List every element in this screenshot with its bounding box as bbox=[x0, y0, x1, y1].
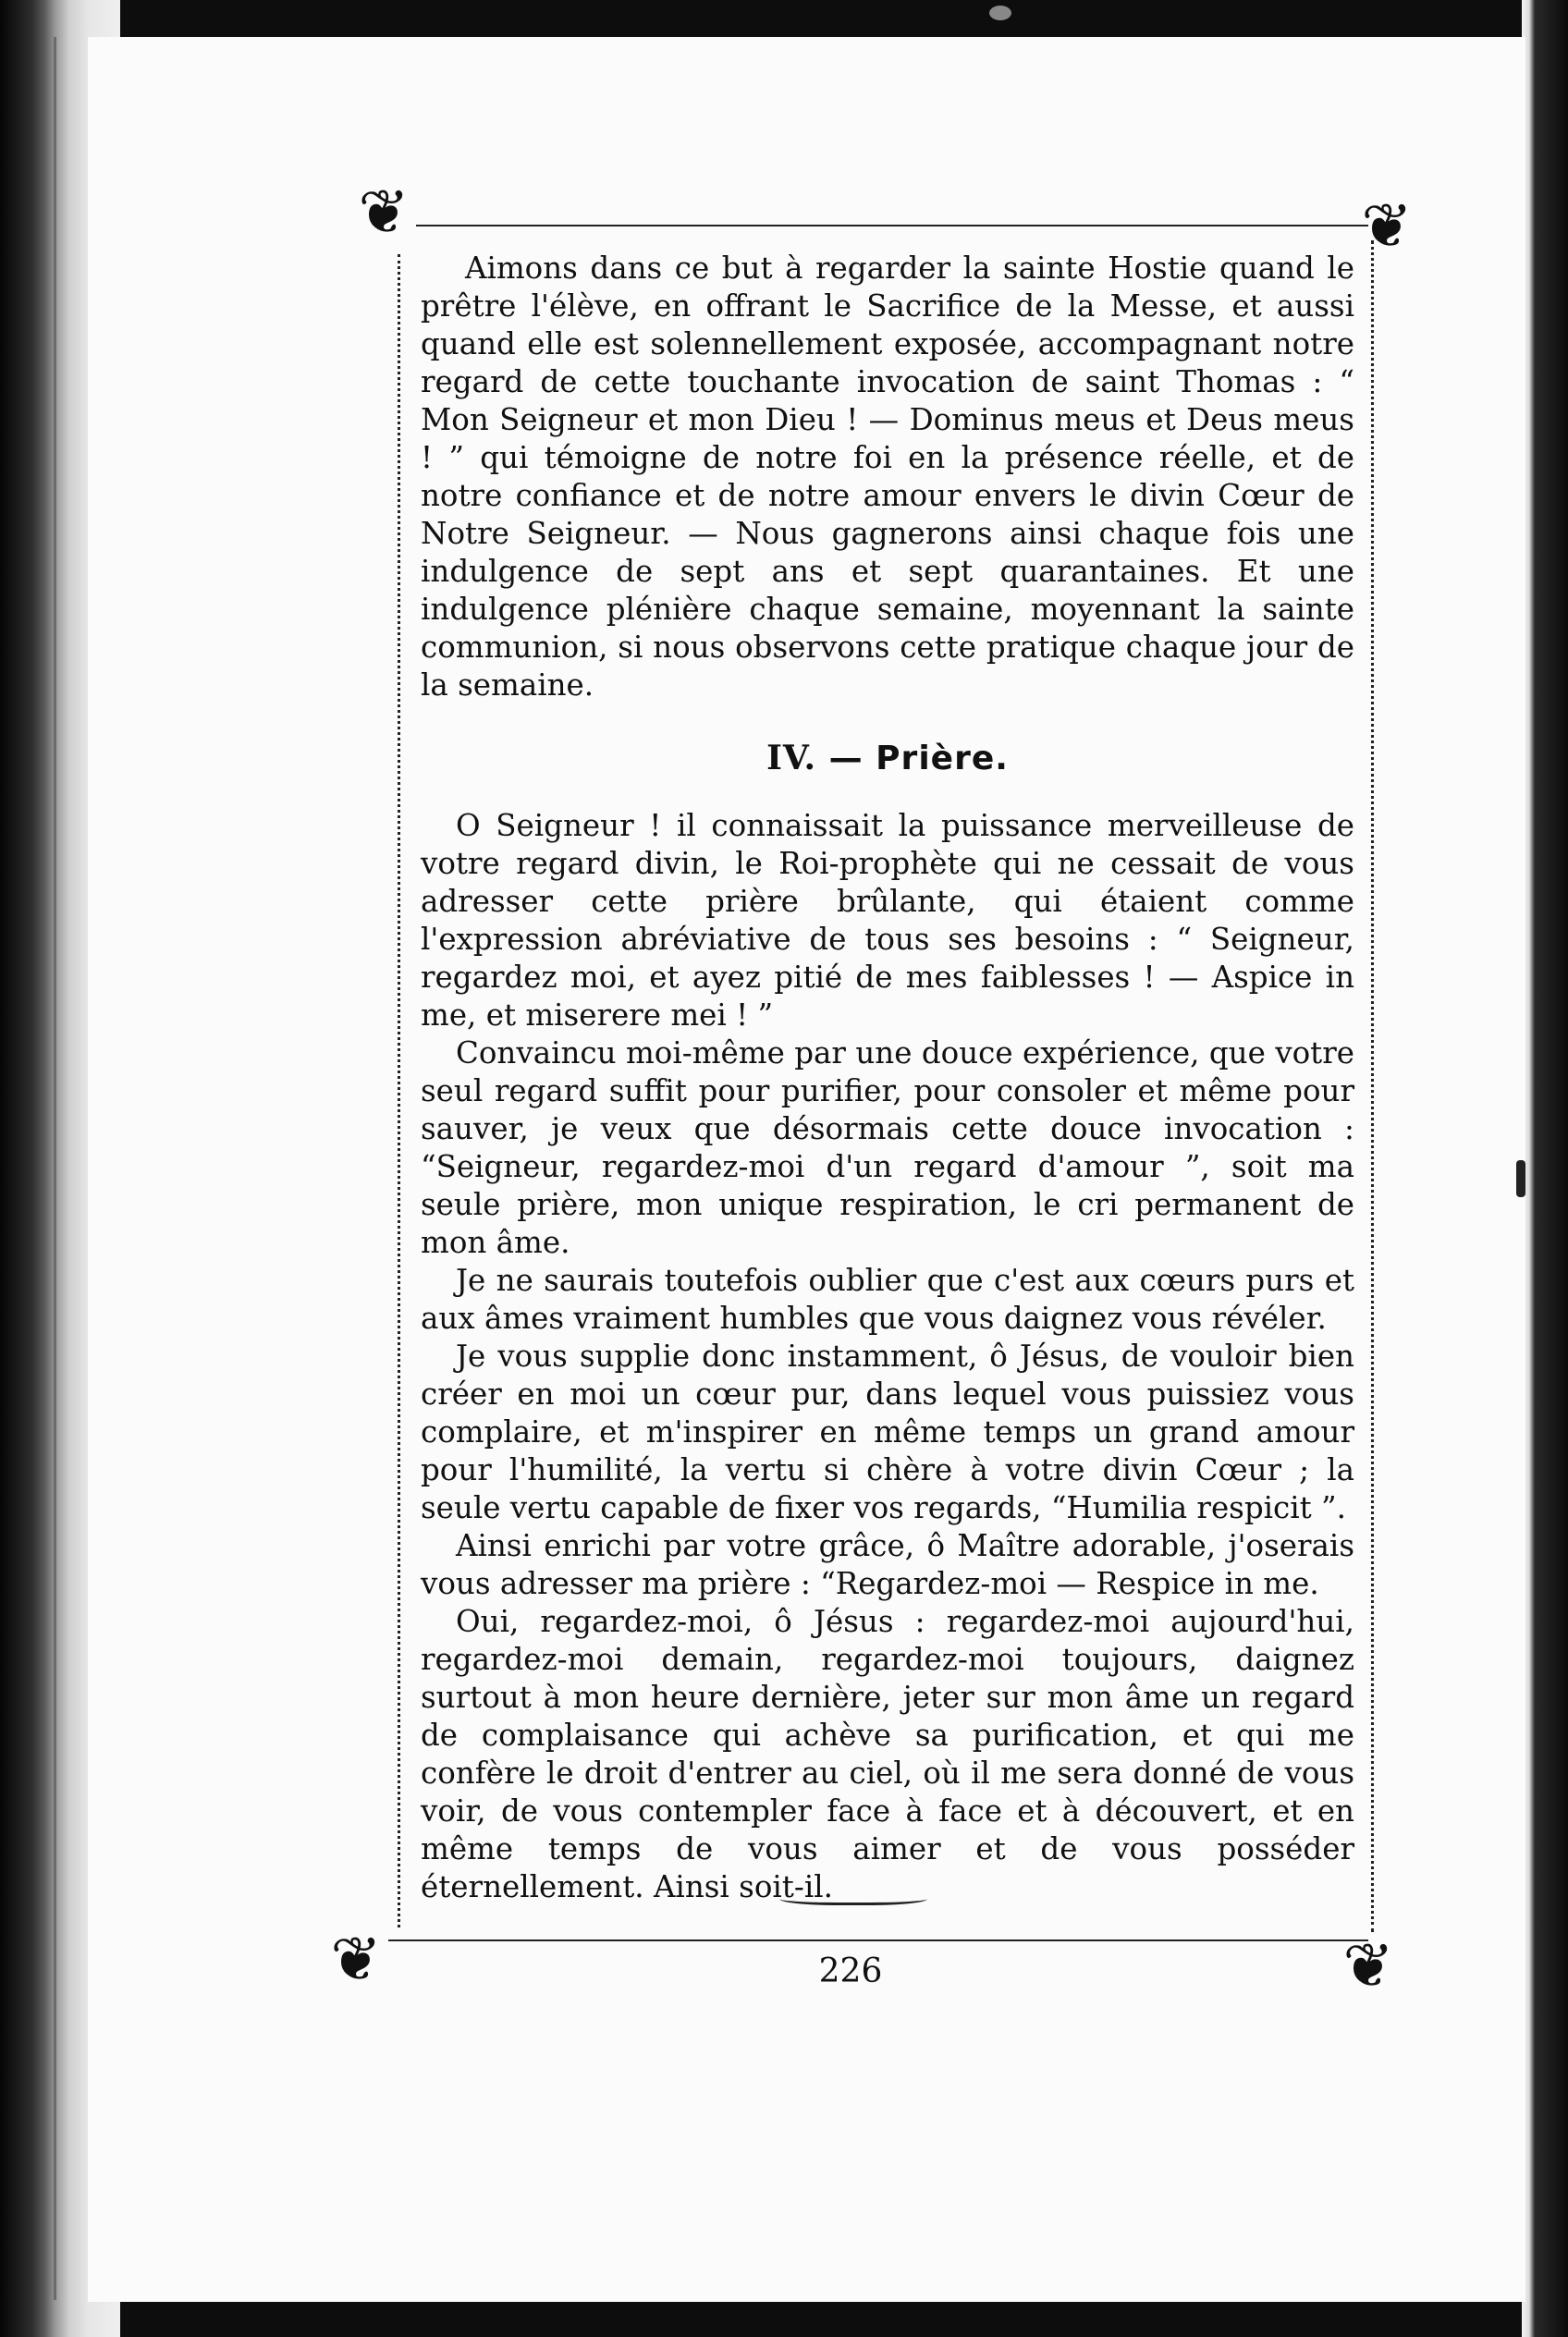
paragraph-intro: Aimons dans ce but à regarder la sainte Hostie quand le prêtre l'élève, en offrant le Sacrifice de la Messe, et aussi quand elle est solennellement exposée, accompagnant notre regard de cette touchante invocation de saint Thomas : “ Mon Seigneur et mon Dieu ! — Dominus meus et Deus meus ! ” qui témoigne de notre foi en la présence réelle, et de notre confiance et de notre amour envers le divin Cœur de Notre Seigneur. — Nous gagnerons ainsi chaque fois une indulgence de sept ans et sept quarantaines. Et une indulgence plénière chaque semaine, moyennant la sainte communion, si nous observons cette pratique chaque jour de la semaine. bbox=[421, 251, 1354, 703]
prayer-paragraph-2: Convaincu moi-même par une douce expérience, que votre seul regard suffit pour purifier, pour consoler et même pour sauver, je veux que désormais cette douce invocation : “Seigneur, regardez-moi d'un regard d'amour ”, soit ma seule prière, mon unique respiration, le cri permanent de mon âme. bbox=[421, 1035, 1354, 1260]
frame-left-border bbox=[398, 254, 408, 1927]
prayer-paragraph-1: O Seigneur ! il connaissait la puissance merveilleuse de votre regard divin, le Roi-prophète qui ne cessait de vous adresser cette prière brûlante, qui étaient comme l'expression abréviative de tous ses besoins : “ Seigneur, regardez moi, et ayez pitié de mes faiblesses ! — Aspice in me, et miserere mei ! ” bbox=[421, 808, 1354, 1033]
frame-right-border bbox=[1371, 240, 1381, 1932]
prayer-paragraph-3: Je ne saurais toutefois oublier que c'est aux cœurs purs et aux âmes vraiment humbles que vous daignez vous révéler. bbox=[421, 1263, 1354, 1336]
scan-mark bbox=[989, 6, 1011, 20]
section-number: IV. bbox=[766, 739, 817, 777]
binding-mark bbox=[1516, 1160, 1525, 1197]
end-divider bbox=[779, 1890, 927, 1905]
page-text bbox=[421, 250, 1354, 1906]
page-number: 226 bbox=[818, 1952, 883, 1990]
fleuron-icon-bottom-left: ❦ bbox=[330, 1924, 382, 1995]
fleuron-icon-top-left: ❦ bbox=[358, 177, 410, 248]
prayer-paragraph-6: Oui, regardez-moi, ô Jésus : regardez-moi aujourd'hui, regardez-moi demain, regardez-moi toujours, daignez surtout à mon heure dernière, jeter sur mon âme un regard de complaisance qui achève sa purification, et qui me confère le droit d'entrer au ciel, où il me sera donné de vous voir, de vous contempler face à face et à découvert, et en même temps de vous aimer et de vous posséder éternellement. Ainsi soit-il. bbox=[421, 1604, 1354, 1904]
prayer-paragraph-5: Ainsi enrichi par votre grâce, ô Maître adorable, j'oserais vous adresser ma prière : “Regardez-moi — Respice in me. bbox=[421, 1528, 1354, 1601]
fleuron-icon-top-right: ❦ bbox=[1361, 190, 1413, 262]
book-page-edges-right bbox=[1522, 0, 1568, 2337]
frame-top-border bbox=[416, 225, 1368, 239]
prayer-paragraph-4: Je vous supplie donc instamment, ô Jésus, de vouloir bien créer en moi un cœur pur, dans lequel vous puissiez vous complaire, et m'inspirer en même temps un grand amour pour l'humilité, la vertu si chère à votre divin Cœur ; la seule vertu capable de fixer vos regards, “Humilia respicit ”. bbox=[421, 1339, 1354, 1525]
section-heading: — Prière. bbox=[828, 740, 1009, 777]
section-title bbox=[421, 738, 1354, 779]
fleuron-icon-bottom-right: ❦ bbox=[1342, 1930, 1394, 2001]
